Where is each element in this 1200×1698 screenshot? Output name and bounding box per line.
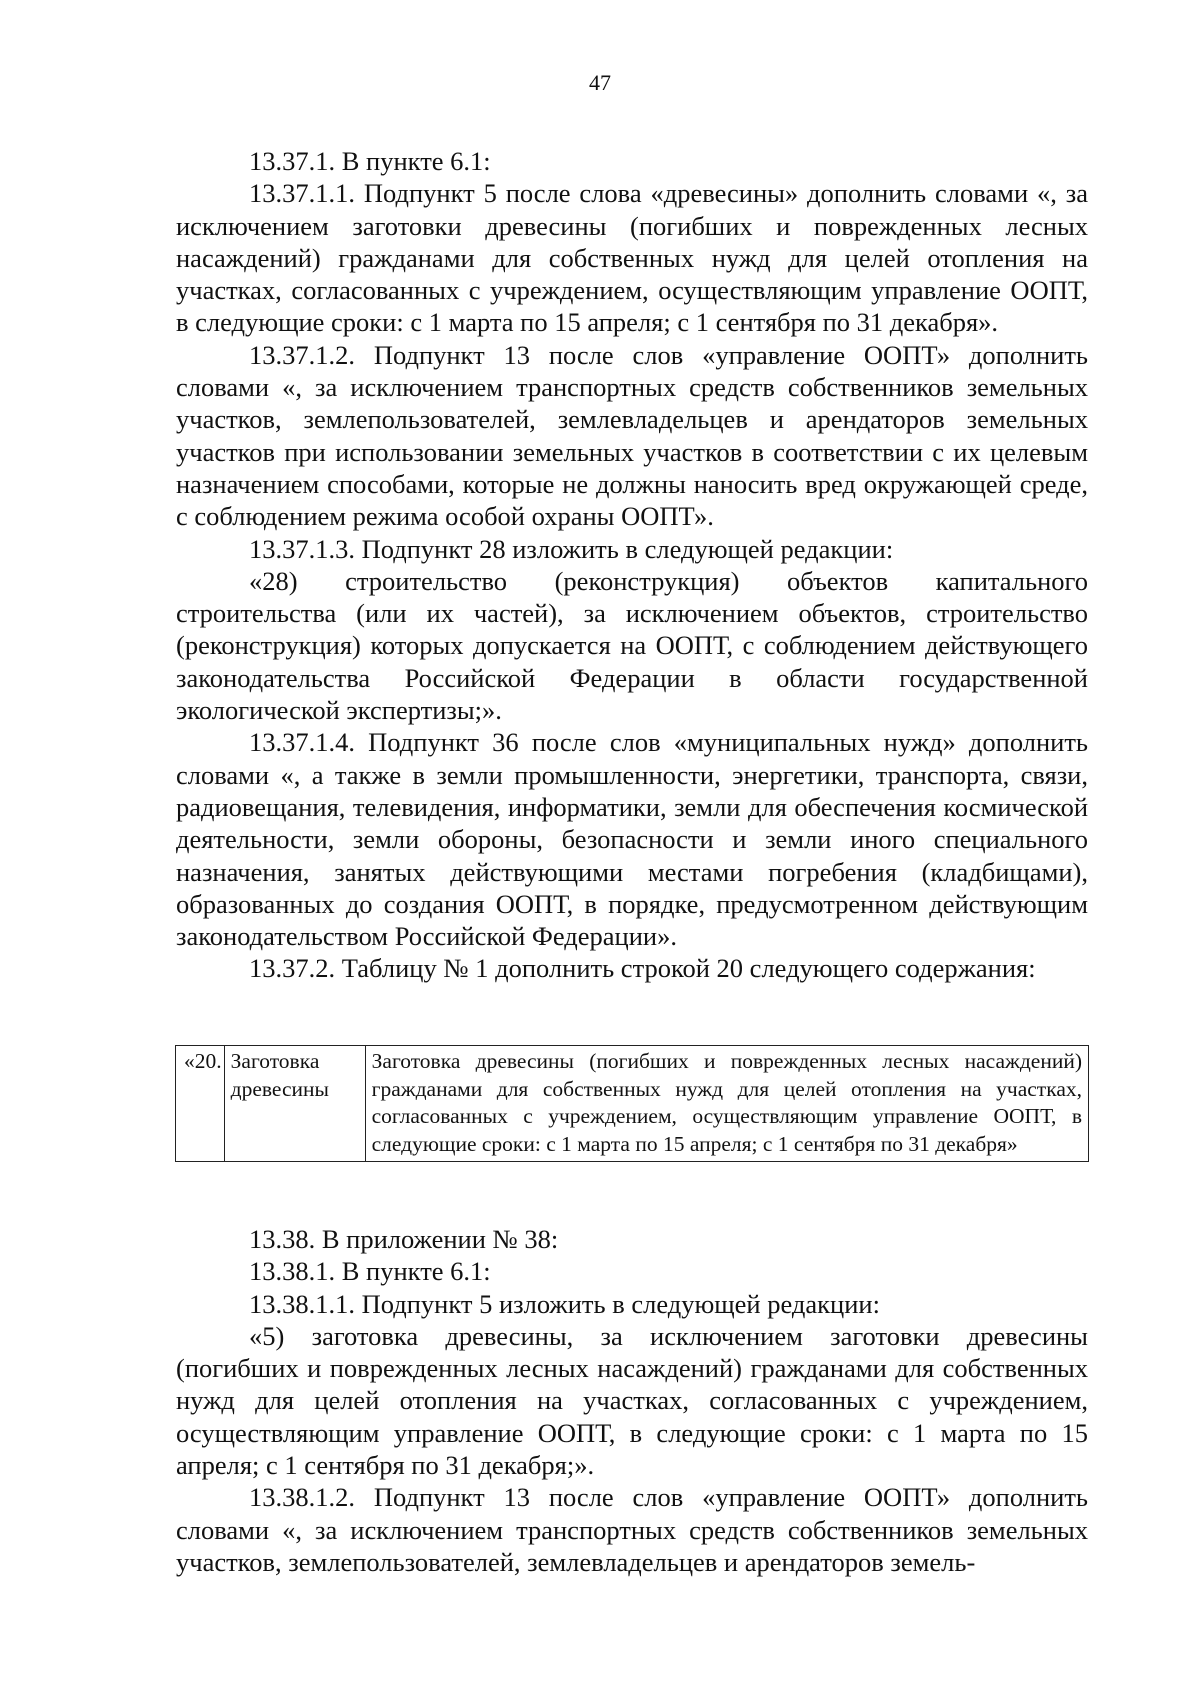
paragraph: 13.38.1. В пункте 6.1: (249, 1256, 491, 1287)
paragraph: 13.37.1.3. Подпункт 28 изложить в следующей редакции: (249, 533, 894, 564)
paragraph: 13.38.1.1. Подпункт 5 изложить в следующей редакции: (249, 1288, 880, 1319)
table-cell-description: Заготовка древесины (погибших и поврежденных лесных насаждений) гражданами для собственных нужд для целей отопления на участках, согласованных с учреждением, осуществляющим управление ООПТ, в следующие сроки: с 1 марта по 15 апреля; с 1 сентября по 31 декабря» (365, 1046, 1088, 1162)
paragraph: 13.37.1.2. Подпункт 13 после слов «управление ООПТ» дополнить словами «, за исключением транспортных средств собственников земельных участков, землепользователей, землевладельцев и арендаторов земельных участков при использовании земельных участков в соответствии с их целевым назначением способами, которые не должны наносить вред окружающей среде, с соблюдением режима особой охраны ООПТ». (176, 339, 1088, 532)
paragraph: 13.37.1. В пункте 6.1: (249, 146, 491, 176)
paragraph: 13.38. В приложении № 38: (249, 1224, 559, 1254)
section-13-38 (176, 1223, 1088, 1578)
table-row (176, 1046, 1089, 1162)
paragraph: 13.37.1.1. Подпункт 5 после слова «древесины» дополнить словами «, за исключением заготовки древесины (погибших и поврежденных лесных насаждений) гражданами для собственных нужд для целей отопления на участках, согласованных с учреждением, осуществляющим управление ООПТ, в следующие сроки: с 1 марта по 15 апреля; с 1 сентября по 31 декабря». (176, 178, 1088, 338)
page-number: 47 (589, 70, 611, 95)
paragraph: 13.38.1.2. Подпункт 13 после слов «управление ООПТ» дополнить словами «, за исключением транспортных средств собственников земельных участков, землепользователей, землевладельцев и арендаторов земель- (176, 1482, 1088, 1577)
paragraph: 13.37.1.4. Подпункт 36 после слов «муниципальных нужд» дополнить словами «, а также в земли промышленности, энергетики, транспорта, связи, радиовещания, телевидения, информатики, земли для обеспечения космической деятельности, земли обороны, безопасности и земли иного специального назначения, занятых действующими местами погребения (кладбищами), образованных до создания ООПТ, в порядке, предусмотренном действующим законодательством Российской Федерации». (176, 727, 1088, 952)
section-13-37 (176, 145, 1088, 985)
paragraph: «28) строительство (реконструкция) объектов капитального строительства (или их частей), за исключением объектов, строительство (реконструкция) которых допускается на ООПТ, с соблюдением действующего законодательства Российской Федерации в области государственной экологической экспертизы;». (176, 565, 1088, 726)
table-cell-number: «20. (176, 1046, 225, 1162)
paragraph: «5) заготовка древесины, за исключением заготовки древесины (погибших и поврежденных лесных насаждений) гражданами для собственных нужд для целей отопления на участках, согласованных с учреждением, осуществляющим управление ООПТ, в следующие сроки: с 1 марта по 15 апреля; с 1 сентября по 31 декабря;». (176, 1320, 1088, 1481)
inserted-table-row (175, 1045, 1089, 1162)
table-cell-name: Заготовка древесины (224, 1046, 365, 1162)
paragraph: 13.37.2. Таблицу № 1 дополнить строкой 20 следующего содержания: (249, 953, 1036, 984)
